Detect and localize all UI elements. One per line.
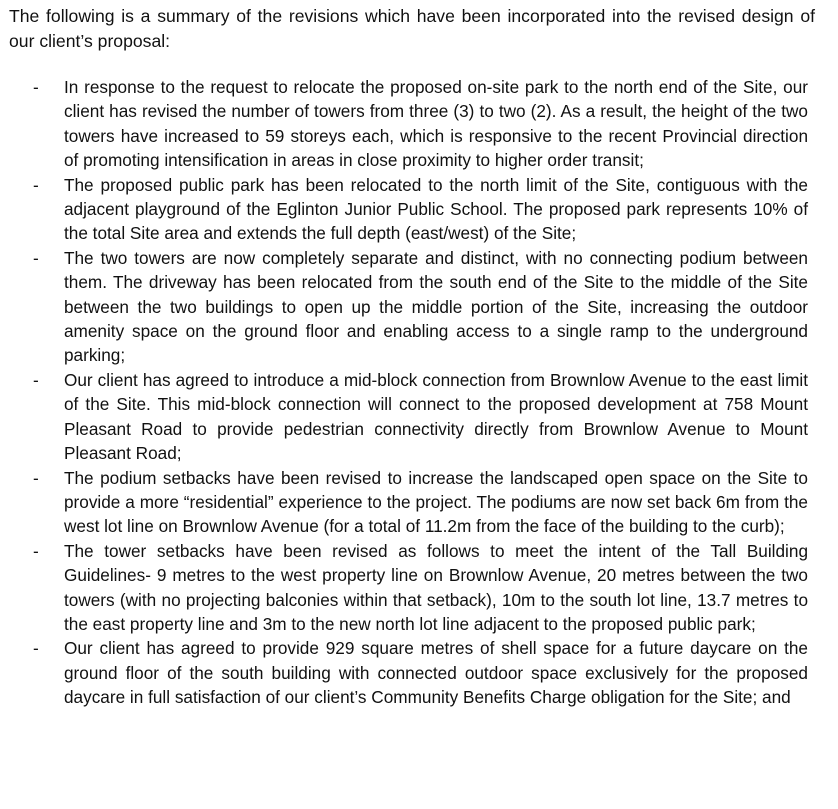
bullet-dash: - [33,77,39,97]
list-item-text: Our client has agreed to introduce a mid-block connection from Brownlow Avenue to the east limit of the Site. This mid-block connection will connect to the proposed development at 758 Mount Pleasant Road to provide pedestrian connectivity directly from Brownlow Avenue to Mount Pleasant Road; [64,369,808,464]
list-item [0,368,808,466]
intro-paragraph: The following is a summary of the revisions which have been incorporated into the revised design of our client’s proposal: [9,6,815,51]
list-item [0,75,808,173]
list-item-text: The proposed public park has been relocated to the north limit of the Site, contiguous with the adjacent playground of the Eglinton Junior Public School. The proposed park represents 10% of the total Site area and extends the full depth (east/west) of the Site; [64,174,808,244]
bullet-dash: - [33,174,39,195]
list-item-text: In response to the request to relocate the proposed on-site park to the north end of the Site, our client has revised the number of towers from three (3) to two (2). As a result, the height of the two towers have increased to 59 storeys each, which is responsive to the recent Provincial direction of promoting intensification in areas in close proximity to higher order transit; [64,77,808,171]
bullet-dash: - [33,638,39,659]
list-item-text: The tower setbacks have been revised as follows to meet the intent of the Tall Building Guidelines- 9 metres to the west property line on Brownlow Avenue, 20 metres between the two towers (with no projecting balconies within that setback), 10m to the south lot line, 13.7 metres to the east property line and 3m to the new north lot line adjacent to the proposed public park; [64,540,808,634]
list-item [0,636,808,709]
list-item [0,466,808,539]
bullet-dash: - [33,247,39,268]
list-item-text: Our client has agreed to provide 929 square metres of shell space for a future daycare on the ground floor of the south building with connected outdoor space exclusively for the proposed daycare in full satisfaction of our client’s Community Benefits Charge obligation for the Site; and [64,638,808,708]
list-item [0,539,808,637]
list-item-text: The podium setbacks have been revised to increase the landscaped open space on the Site to provide a more “residential” experience to the project. The podiums are now set back 6m from the west lot line on Brownlow Avenue (for a total of 11.2m from the face of the building to the curb); [64,467,808,537]
list-item [0,173,808,246]
bullet-dash: - [33,467,39,488]
list-item-text: The two towers are now completely separate and distinct, with no connecting podium between them. The driveway has been relocated from the south end of the Site to the middle of the Site between the two buildings to open up the middle portion of the Site, increasing the outdoor amenity space on the ground floor and enabling access to a single ramp to the underground parking; [64,247,808,366]
bullet-dash: - [33,369,39,390]
revisions-list [0,75,838,710]
list-item [0,246,808,368]
bullet-dash: - [33,540,39,561]
